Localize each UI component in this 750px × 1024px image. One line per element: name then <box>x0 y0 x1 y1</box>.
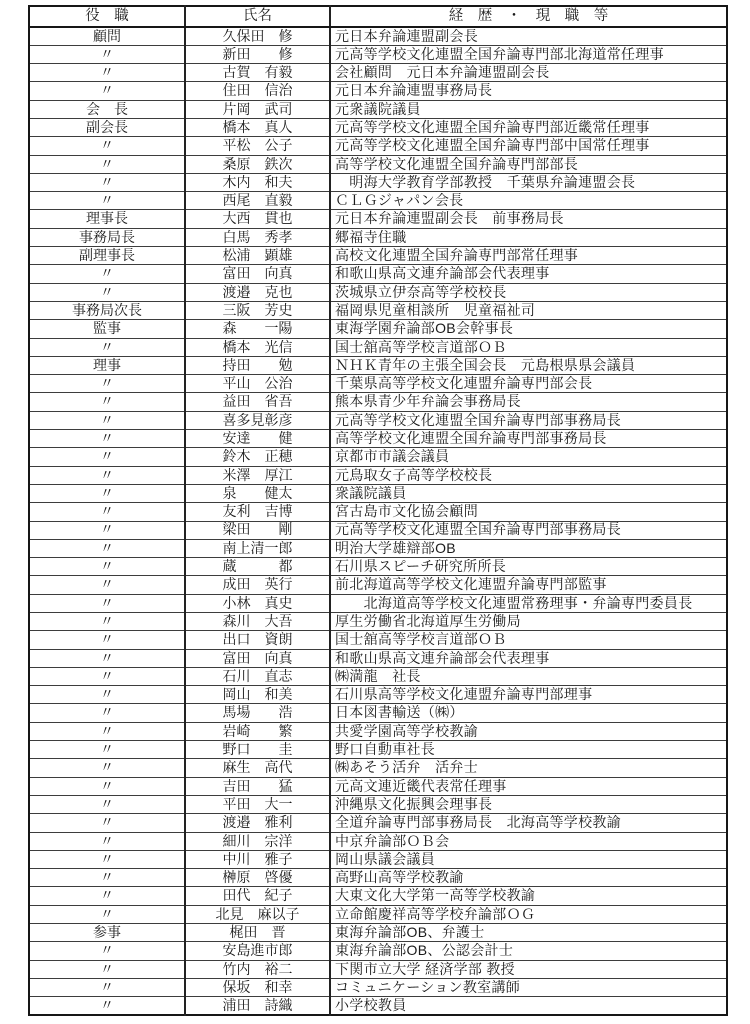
role-cell: 副会長 <box>29 118 185 136</box>
role-cell: 〃 <box>29 265 185 283</box>
name-cell: 新田 修 <box>185 45 330 63</box>
career-cell: 野口自動車社長 <box>330 741 727 759</box>
career-cell: 国士舘高等学校言道部ＯＢ <box>330 338 727 356</box>
table-row <box>29 64 727 82</box>
role-cell: 〃 <box>29 997 185 1015</box>
name-cell: 住田 信治 <box>185 82 330 100</box>
career-cell: 厚生労働省北海道厚生労働局 <box>330 613 727 631</box>
name-cell: 木内 和夫 <box>185 173 330 191</box>
name-cell: 細川 宗洋 <box>185 832 330 850</box>
header-career: 経 歴 ・ 現 職 等 <box>330 6 727 27</box>
career-cell: 元高等学校文化連盟全国弁論専門部中国常任理事 <box>330 137 727 155</box>
table-row <box>29 887 727 905</box>
career-cell: 高等学校文化連盟全国弁論専門部部長 <box>330 155 727 173</box>
career-cell: 石川県スピーチ研究所所長 <box>330 558 727 576</box>
table-row <box>29 594 727 612</box>
name-cell: 平松 公子 <box>185 137 330 155</box>
name-cell: 竹内 裕二 <box>185 960 330 978</box>
name-cell: 古賀 有毅 <box>185 64 330 82</box>
table-header <box>29 6 727 27</box>
career-cell: 元高等学校文化連盟全国弁論専門部近畿常任理事 <box>330 118 727 136</box>
table-row <box>29 503 727 521</box>
career-cell: 茨城県立伊奈高等学校校長 <box>330 283 727 301</box>
table-row <box>29 539 727 557</box>
name-cell: 安達 健 <box>185 430 330 448</box>
name-cell: 榊原 啓優 <box>185 869 330 887</box>
table-row <box>29 430 727 448</box>
name-cell: 田代 紀子 <box>185 887 330 905</box>
career-cell: 日本図書輸送（㈱） <box>330 704 727 722</box>
table-row <box>29 27 727 45</box>
name-cell: 吉田 猛 <box>185 777 330 795</box>
career-cell: 熊本県青少年弁論会事務局長 <box>330 393 727 411</box>
career-cell: 石川県高等学校文化連盟弁論専門部理事 <box>330 686 727 704</box>
name-cell: 富田 向真 <box>185 649 330 667</box>
role-cell: 〃 <box>29 832 185 850</box>
table-row <box>29 484 727 502</box>
table-row <box>29 192 727 210</box>
role-cell: 参事 <box>29 924 185 942</box>
name-cell: 喜多見彰彦 <box>185 411 330 429</box>
table-row <box>29 978 727 996</box>
role-cell: 〃 <box>29 613 185 631</box>
name-cell: 保坂 和幸 <box>185 978 330 996</box>
role-cell: 〃 <box>29 448 185 466</box>
table-row <box>29 759 727 777</box>
table-row <box>29 247 727 265</box>
career-cell: 元鳥取女子高等学校校長 <box>330 466 727 484</box>
role-cell: 理事長 <box>29 210 185 228</box>
role-cell: 〃 <box>29 503 185 521</box>
name-cell: 鈴木 正穂 <box>185 448 330 466</box>
table-row <box>29 521 727 539</box>
career-cell: 全道弁論専門部事務局長 北海高等学校教諭 <box>330 814 727 832</box>
role-cell: 〃 <box>29 850 185 868</box>
role-cell: 〃 <box>29 777 185 795</box>
table-row <box>29 832 727 850</box>
table-row <box>29 466 727 484</box>
career-cell: 宮古島市文化協会顧問 <box>330 503 727 521</box>
role-cell: 〃 <box>29 64 185 82</box>
name-cell: 中川 雅子 <box>185 850 330 868</box>
table-row <box>29 942 727 960</box>
name-cell: 益田 省吾 <box>185 393 330 411</box>
career-cell: 千葉県高等学校文化連盟弁論専門部会長 <box>330 375 727 393</box>
name-cell: 渡邉 雅利 <box>185 814 330 832</box>
table-row <box>29 814 727 832</box>
role-cell: 〃 <box>29 338 185 356</box>
name-cell: 浦田 詩織 <box>185 997 330 1015</box>
name-cell: 久保田 修 <box>185 27 330 45</box>
role-cell: 〃 <box>29 722 185 740</box>
table-row <box>29 649 727 667</box>
career-cell: 東海学園弁論部OB会幹事長 <box>330 320 727 338</box>
name-cell: 北見 麻以子 <box>185 905 330 923</box>
name-cell: 麻生 高代 <box>185 759 330 777</box>
name-cell: 梁田 剛 <box>185 521 330 539</box>
career-cell: 福岡県児童相談所 児童福祉司 <box>330 301 727 319</box>
name-cell: 森 一陽 <box>185 320 330 338</box>
career-cell: 元高文連近畿代表常任理事 <box>330 777 727 795</box>
table-row <box>29 869 727 887</box>
table-row <box>29 686 727 704</box>
name-cell: 橋本 真人 <box>185 118 330 136</box>
table-row <box>29 100 727 118</box>
career-cell: 和歌山県高文連弁論部会代表理事 <box>330 265 727 283</box>
role-cell: 〃 <box>29 173 185 191</box>
name-cell: 大西 貫也 <box>185 210 330 228</box>
role-cell: 〃 <box>29 759 185 777</box>
career-cell: 元衆議院議員 <box>330 100 727 118</box>
career-cell: 高野山高等学校教諭 <box>330 869 727 887</box>
table-row <box>29 283 727 301</box>
table-row <box>29 667 727 685</box>
role-cell: 〃 <box>29 704 185 722</box>
name-cell: 小林 真史 <box>185 594 330 612</box>
table-row <box>29 960 727 978</box>
table-row <box>29 558 727 576</box>
table-row <box>29 777 727 795</box>
career-cell: 和歌山県高文連弁論部会代表理事 <box>330 649 727 667</box>
table-row <box>29 741 727 759</box>
role-cell: 〃 <box>29 594 185 612</box>
career-cell: 高等学校文化連盟全国弁論専門部事務局長 <box>330 430 727 448</box>
career-cell: 中京弁論部ＯＢ会 <box>330 832 727 850</box>
career-cell: 元日本弁論連盟事務局長 <box>330 82 727 100</box>
role-cell: 〃 <box>29 155 185 173</box>
name-cell: 平山 公治 <box>185 375 330 393</box>
table-row <box>29 393 727 411</box>
role-cell: 〃 <box>29 814 185 832</box>
role-cell: 〃 <box>29 411 185 429</box>
career-cell: 東海弁論部OB、弁護士 <box>330 924 727 942</box>
career-cell: 元高等学校文化連盟全国弁論専門部事務局長 <box>330 411 727 429</box>
table-row <box>29 722 727 740</box>
name-cell: 西尾 直毅 <box>185 192 330 210</box>
role-cell: 〃 <box>29 521 185 539</box>
career-cell: ＮＨＫ青年の主張全国会長 元島根県県会議員 <box>330 356 727 374</box>
role-cell: 〃 <box>29 375 185 393</box>
role-cell: 〃 <box>29 667 185 685</box>
role-cell: 〃 <box>29 887 185 905</box>
role-cell: 〃 <box>29 283 185 301</box>
role-cell: 〃 <box>29 82 185 100</box>
career-cell: 京都市市議会議員 <box>330 448 727 466</box>
role-cell: 〃 <box>29 192 185 210</box>
table-row <box>29 375 727 393</box>
table-row <box>29 320 727 338</box>
role-cell: 〃 <box>29 484 185 502</box>
career-cell: 下関市立大学 経済学部 教授 <box>330 960 727 978</box>
career-cell: 立命館慶祥高等学校弁論部ＯＧ <box>330 905 727 923</box>
table-row <box>29 301 727 319</box>
table-row <box>29 155 727 173</box>
name-cell: 出口 資朗 <box>185 631 330 649</box>
career-cell: 衆議院議員 <box>330 484 727 502</box>
role-cell: 理事 <box>29 356 185 374</box>
table-row <box>29 173 727 191</box>
name-cell: 梶田 晋 <box>185 924 330 942</box>
career-cell: 元高等学校文化連盟全国弁論専門部事務局長 <box>330 521 727 539</box>
role-cell: 〃 <box>29 430 185 448</box>
role-cell: 〃 <box>29 686 185 704</box>
name-cell: 友利 吉博 <box>185 503 330 521</box>
name-cell: 桑原 鉄次 <box>185 155 330 173</box>
role-cell: 事務局次長 <box>29 301 185 319</box>
table-row <box>29 82 727 100</box>
name-cell: 岡山 和美 <box>185 686 330 704</box>
role-cell: 顧問 <box>29 27 185 45</box>
role-cell: 〃 <box>29 539 185 557</box>
role-cell: 〃 <box>29 558 185 576</box>
table-row <box>29 137 727 155</box>
table-row <box>29 795 727 813</box>
role-cell: 〃 <box>29 741 185 759</box>
career-cell: 共愛学園高等学校教諭 <box>330 722 727 740</box>
officers-table <box>28 5 728 1016</box>
table-row <box>29 850 727 868</box>
name-cell: 持田 勉 <box>185 356 330 374</box>
career-cell: 元日本弁論連盟副会長 前事務局長 <box>330 210 727 228</box>
career-cell: 元高等学校文化連盟全国弁論専門部北海道常任理事 <box>330 45 727 63</box>
header-role: 役 職 <box>29 6 185 27</box>
career-cell: 郷福寺住職 <box>330 228 727 246</box>
name-cell: 泉 健太 <box>185 484 330 502</box>
name-cell: 松浦 顕雄 <box>185 247 330 265</box>
table-row <box>29 338 727 356</box>
role-cell: 〃 <box>29 137 185 155</box>
role-cell: 〃 <box>29 869 185 887</box>
name-cell: 安島進市郎 <box>185 942 330 960</box>
career-cell: ㈱あそう活弁 活弁士 <box>330 759 727 777</box>
career-cell: 会社顧問 元日本弁論連盟副会長 <box>330 64 727 82</box>
career-cell: 明海大学教育学部教授 千葉県弁論連盟会長 <box>330 173 727 191</box>
table-row <box>29 704 727 722</box>
role-cell: 〃 <box>29 942 185 960</box>
career-cell: 東海弁論部OB、公認会計士 <box>330 942 727 960</box>
career-cell: ㈱満龍 社長 <box>330 667 727 685</box>
role-cell: 〃 <box>29 45 185 63</box>
table-row <box>29 356 727 374</box>
role-cell: 〃 <box>29 576 185 594</box>
career-cell: 国士舘高等学校言道部ＯＢ <box>330 631 727 649</box>
name-cell: 平田 大一 <box>185 795 330 813</box>
name-cell: 米澤 厚江 <box>185 466 330 484</box>
table-row <box>29 576 727 594</box>
name-cell: 野口 圭 <box>185 741 330 759</box>
name-cell: 渡邉 克也 <box>185 283 330 301</box>
table-row <box>29 905 727 923</box>
role-cell: 監事 <box>29 320 185 338</box>
name-cell: 白馬 秀孝 <box>185 228 330 246</box>
career-cell: 小学校教員 <box>330 997 727 1015</box>
table-row <box>29 411 727 429</box>
table-row <box>29 997 727 1015</box>
role-cell: 〃 <box>29 649 185 667</box>
role-cell: 会 長 <box>29 100 185 118</box>
name-cell: 片岡 武司 <box>185 100 330 118</box>
career-cell: 大東文化大学第一高等学校教諭 <box>330 887 727 905</box>
name-cell: 成田 英行 <box>185 576 330 594</box>
career-cell: 前北海道高等学校文化連盟弁論専門部監事 <box>330 576 727 594</box>
table-row <box>29 118 727 136</box>
role-cell: 副理事長 <box>29 247 185 265</box>
name-cell: 橋本 光信 <box>185 338 330 356</box>
career-cell: 明治大学雄辯部OB <box>330 539 727 557</box>
role-cell: 〃 <box>29 905 185 923</box>
role-cell: 〃 <box>29 795 185 813</box>
table-row <box>29 448 727 466</box>
name-cell: 三阪 芳史 <box>185 301 330 319</box>
career-cell: 北海道高等学校文化連盟常務理事・弁論専門委員長 <box>330 594 727 612</box>
table-row <box>29 210 727 228</box>
role-cell: 〃 <box>29 960 185 978</box>
name-cell: 富田 向真 <box>185 265 330 283</box>
role-cell: 事務局長 <box>29 228 185 246</box>
header-name: 氏名 <box>185 6 330 27</box>
name-cell: 岩崎 繁 <box>185 722 330 740</box>
table-row <box>29 924 727 942</box>
career-cell: コミュニケーション教室講師 <box>330 978 727 996</box>
name-cell: 蔵 都 <box>185 558 330 576</box>
role-cell: 〃 <box>29 631 185 649</box>
career-cell: 岡山県議会議員 <box>330 850 727 868</box>
table-row <box>29 265 727 283</box>
role-cell: 〃 <box>29 466 185 484</box>
table-row <box>29 613 727 631</box>
name-cell: 南上清一郎 <box>185 539 330 557</box>
table-row <box>29 228 727 246</box>
career-cell: 高校文化連盟全国弁論専門部常任理事 <box>330 247 727 265</box>
table-body <box>29 27 727 1015</box>
career-cell: ＣＬＧジャパン会長 <box>330 192 727 210</box>
role-cell: 〃 <box>29 978 185 996</box>
name-cell: 石川 直志 <box>185 667 330 685</box>
career-cell: 元日本弁論連盟副会長 <box>330 27 727 45</box>
role-cell: 〃 <box>29 393 185 411</box>
name-cell: 馬場 浩 <box>185 704 330 722</box>
table-row <box>29 631 727 649</box>
header-row <box>29 6 727 27</box>
name-cell: 森川 大吾 <box>185 613 330 631</box>
career-cell: 沖縄県文化振興会理事長 <box>330 795 727 813</box>
table-row <box>29 45 727 63</box>
